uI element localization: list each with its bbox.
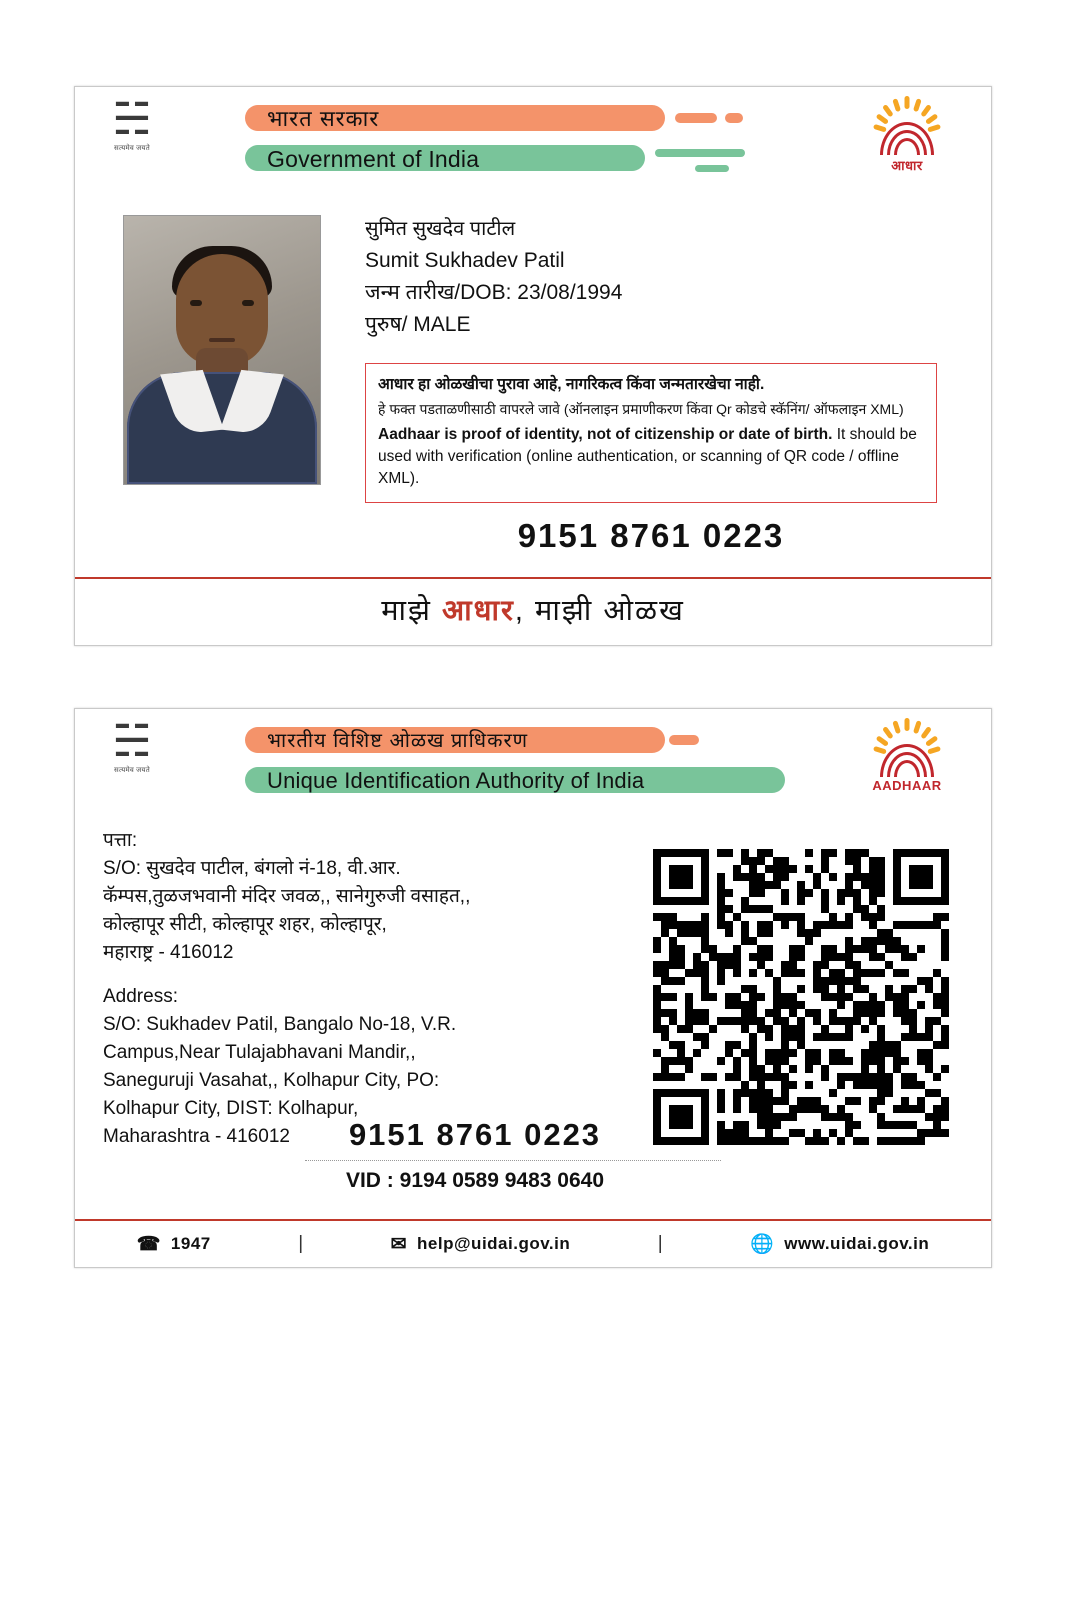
front-title-english-row	[245, 139, 815, 179]
back-aadhaar-number: 9151 8761 0223	[348, 1117, 602, 1152]
qr-code	[649, 845, 953, 1149]
front-slogan-strip	[75, 577, 991, 645]
aadhaar-logo	[847, 99, 967, 174]
back-header-titles	[245, 721, 815, 801]
back-title-english-row	[245, 761, 815, 801]
emblem-icon: ☵	[112, 95, 152, 144]
footer-divider-1: |	[298, 1233, 304, 1254]
address-devanagari-line-1: कॅम्पस,तुळजभवानी मंदिर जवळ,, सानेगुरुजी वसाहत,,	[103, 886, 471, 907]
footer-divider-2: |	[657, 1233, 663, 1254]
aadhaar-logo-word: आधार	[891, 158, 923, 173]
back-footer-bar	[75, 1219, 991, 1267]
aadhaar-logo-back	[847, 721, 967, 793]
notice-english-rest: It should be used with verification (online authentication, or scanning of QR code / offline XML).	[378, 426, 917, 487]
back-card-header	[75, 709, 991, 821]
aadhaar-logo-word-back: AADHAAR	[872, 778, 942, 793]
emblem-caption-back: सत्यमेव जयते	[114, 767, 150, 774]
address-label-devanagari: पत्ता:	[103, 830, 138, 851]
globe-icon: 🌐	[750, 1233, 775, 1255]
fingerprint-icon	[881, 121, 933, 155]
address-english-line-3: Kolhapur City, DIST: Kolhapur,	[103, 1098, 359, 1119]
holder-photo	[123, 215, 321, 485]
footer-email[interactable]	[391, 1234, 571, 1254]
back-card-body	[75, 821, 991, 1209]
vid-number: VID : 9194 0589 9483 0640	[345, 1169, 605, 1192]
notice-line-devanagari-2: हे फक्त पडताळणीसाठी वापरले जावे (ऑनलाइन प्रमाणीकरण किंवा Qr कोडचे स्कॅनिंग/ ऑफलाइन XML)	[378, 401, 904, 417]
notice-english-bold: Aadhaar is proof of identity, not of citizenship or date of birth.	[378, 426, 833, 443]
fingerprint-icon-back	[881, 743, 933, 777]
footer-phone-label: 1947	[170, 1234, 211, 1253]
address-devanagari-line-0: S/O: सुखदेव पाटील, बंगलो नं-18, वी.आर.	[103, 858, 401, 879]
address-english-line-1: Campus,Near Tulajabhavani Mandir,,	[103, 1042, 416, 1063]
emblem-caption: सत्यमेव जयते	[114, 145, 150, 152]
aadhaar-front-card	[74, 86, 992, 646]
front-card-body	[75, 199, 991, 579]
holder-name-english: Sumit Sukhadev Patil	[365, 249, 565, 272]
address-english-line-0: S/O: Sukhadev Patil, Bangalo No-18, V.R.	[103, 1014, 457, 1035]
address-devanagari-line-2: कोल्हापूर सीटी, कोल्हापूर शहर, कोल्हापूर,	[103, 914, 387, 935]
holder-details	[365, 213, 945, 341]
identity-notice-box	[365, 363, 937, 503]
front-card-header	[75, 87, 991, 199]
aadhaar-sun-icon	[847, 99, 967, 155]
address-english-line-2: Saneguruji Vasahat,, Kolhapur City, PO:	[103, 1070, 440, 1091]
slogan-part2: , माझी ओळख	[514, 595, 685, 627]
front-slogan	[75, 579, 991, 643]
footer-email-label: help@uidai.gov.in	[417, 1234, 571, 1253]
front-header-titles	[245, 99, 815, 179]
front-title-devanagari: भारत सरकार	[267, 106, 380, 131]
address-devanagari-line-3: महाराष्ट्र - 416012	[103, 942, 234, 963]
aadhaar-sun-icon-back	[847, 721, 967, 777]
emblem-icon-back: ☵	[112, 717, 152, 766]
telephone-icon: ☎	[136, 1233, 161, 1255]
footer-phone[interactable]	[137, 1234, 211, 1254]
notice-line-english	[378, 424, 924, 490]
footer-website-label: www.uidai.gov.in	[784, 1234, 930, 1253]
back-title-devanagari-row	[245, 721, 815, 761]
slogan-highlight: आधार	[442, 595, 515, 627]
uid-separator	[305, 1160, 721, 1161]
front-aadhaar-number: 9151 8761 0223	[517, 517, 785, 554]
national-emblem-back	[97, 719, 167, 775]
national-emblem	[97, 97, 167, 153]
front-title-devanagari-row	[245, 99, 815, 139]
footer-website[interactable]	[750, 1234, 929, 1254]
address-english-line-4: Maharashtra - 416012	[103, 1126, 290, 1147]
address-block	[103, 827, 623, 1151]
back-title-devanagari: भारतीय विशिष्ट ओळख प्राधिकरण	[267, 730, 529, 752]
address-label-english: Address:	[103, 986, 178, 1007]
front-title-english: Government of India	[267, 146, 480, 172]
notice-line-devanagari-1: आधार हा ओळखीचा पुरावा आहे, नागरिकत्व किंवा जन्मतारखेचा नाही.	[378, 376, 765, 393]
envelope-icon: ✉	[390, 1233, 408, 1255]
aadhaar-back-card	[74, 708, 992, 1268]
slogan-part1: माझे	[381, 595, 443, 627]
back-title-english: Unique Identification Authority of India	[267, 768, 645, 793]
holder-gender: पुरुष/ MALE	[365, 313, 471, 336]
holder-name-devanagari: सुमित सुखदेव पाटील	[365, 218, 516, 240]
holder-dob: जन्म तारीख/DOB: 23/08/1994	[365, 281, 623, 304]
